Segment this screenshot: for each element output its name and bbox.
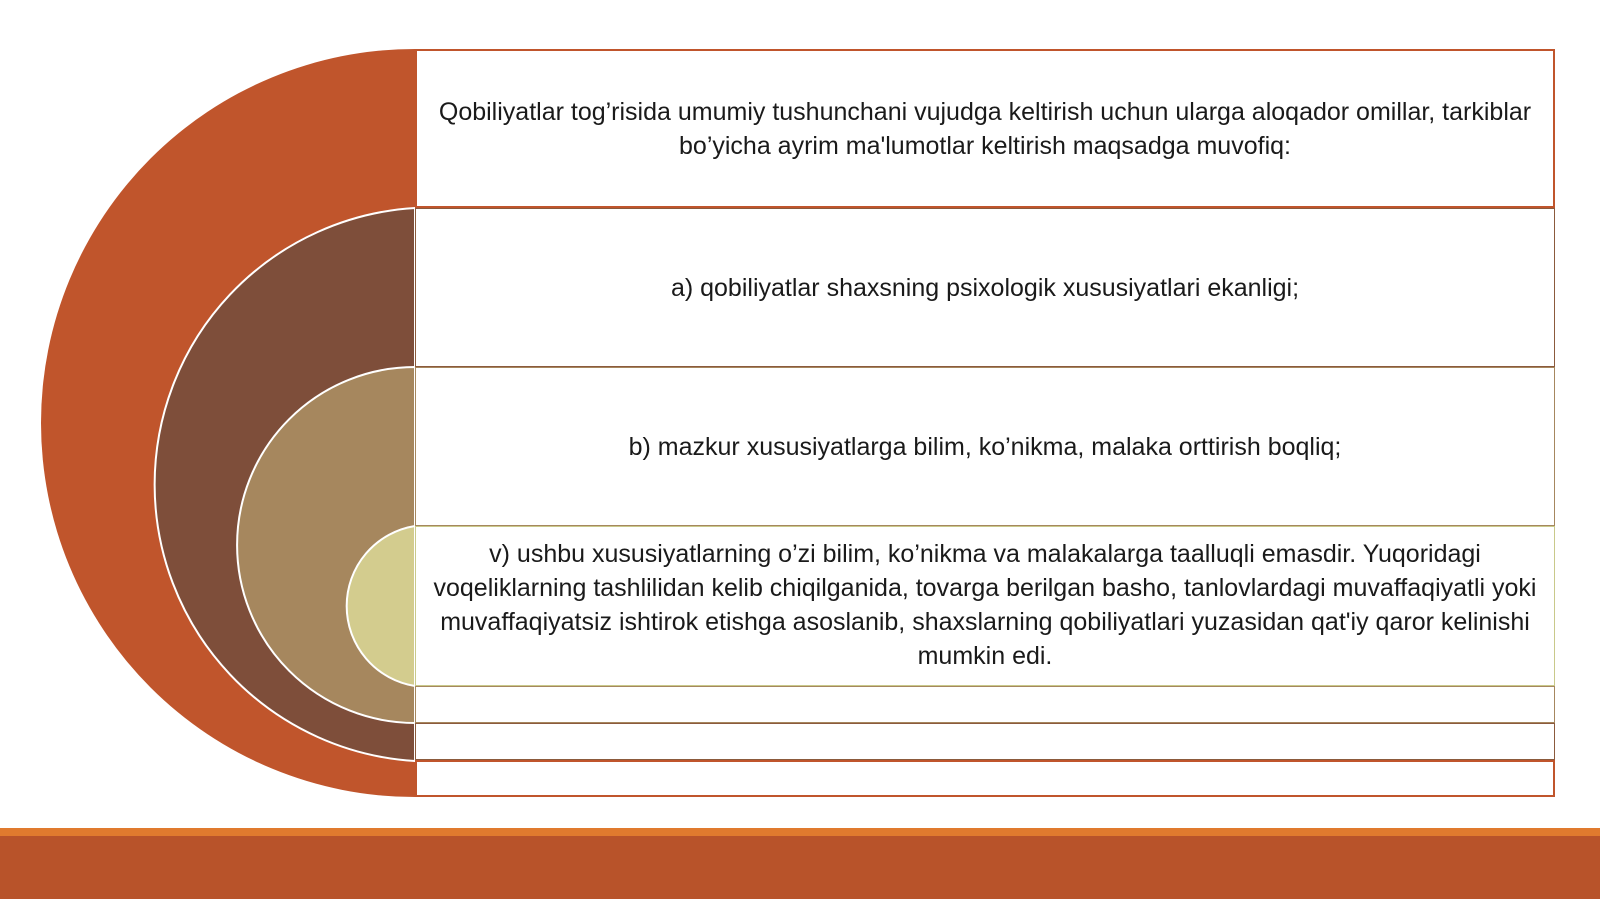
item-text-2: a) qobiliyatlar shaxsning psixologik xususiyatlari ekanligi; — [670, 273, 1300, 302]
item-box-3 — [415, 367, 1555, 526]
item-box-1-lower-band — [415, 760, 1555, 797]
item-box-4-lower-band — [415, 686, 1555, 723]
item-box-4 — [415, 526, 1555, 686]
footer-accent-line — [0, 828, 1600, 836]
item-text-4: v) ushbu xususiyatlarning o’zi bilim, ko’nikma va malakalarga taalluqli emasdir. Yuqoridagi voqeliklarning tashlilidan kelib chiqilganida, tovarga berilgan basho, tanlovlardagi muvaffaqiyatli yoki muvaffaqiyatsiz ishtirok etishga asoslanib, shaxslarning qobiliyatlari yuzasidan qat'iy qaror kelinishi mumkin edi. — [433, 540, 1537, 670]
footer-bar — [0, 828, 1600, 899]
item-text-1: Qobiliyatlar tog’risida umumiy tushunchani vujudga keltirish uchun ularga aloqador omillar, tarkiblar bo’yicha ayrim ma'lumotlar keltirish maqsadga muvofiq: — [438, 97, 1532, 160]
item-box-1 — [415, 49, 1555, 208]
item-box-3-lower-band — [415, 723, 1555, 760]
item-box-2 — [415, 208, 1555, 367]
item-text-3: b) mazkur xususiyatlarga bilim, ko’nikma, malaka orttirish boqliq; — [628, 432, 1342, 461]
